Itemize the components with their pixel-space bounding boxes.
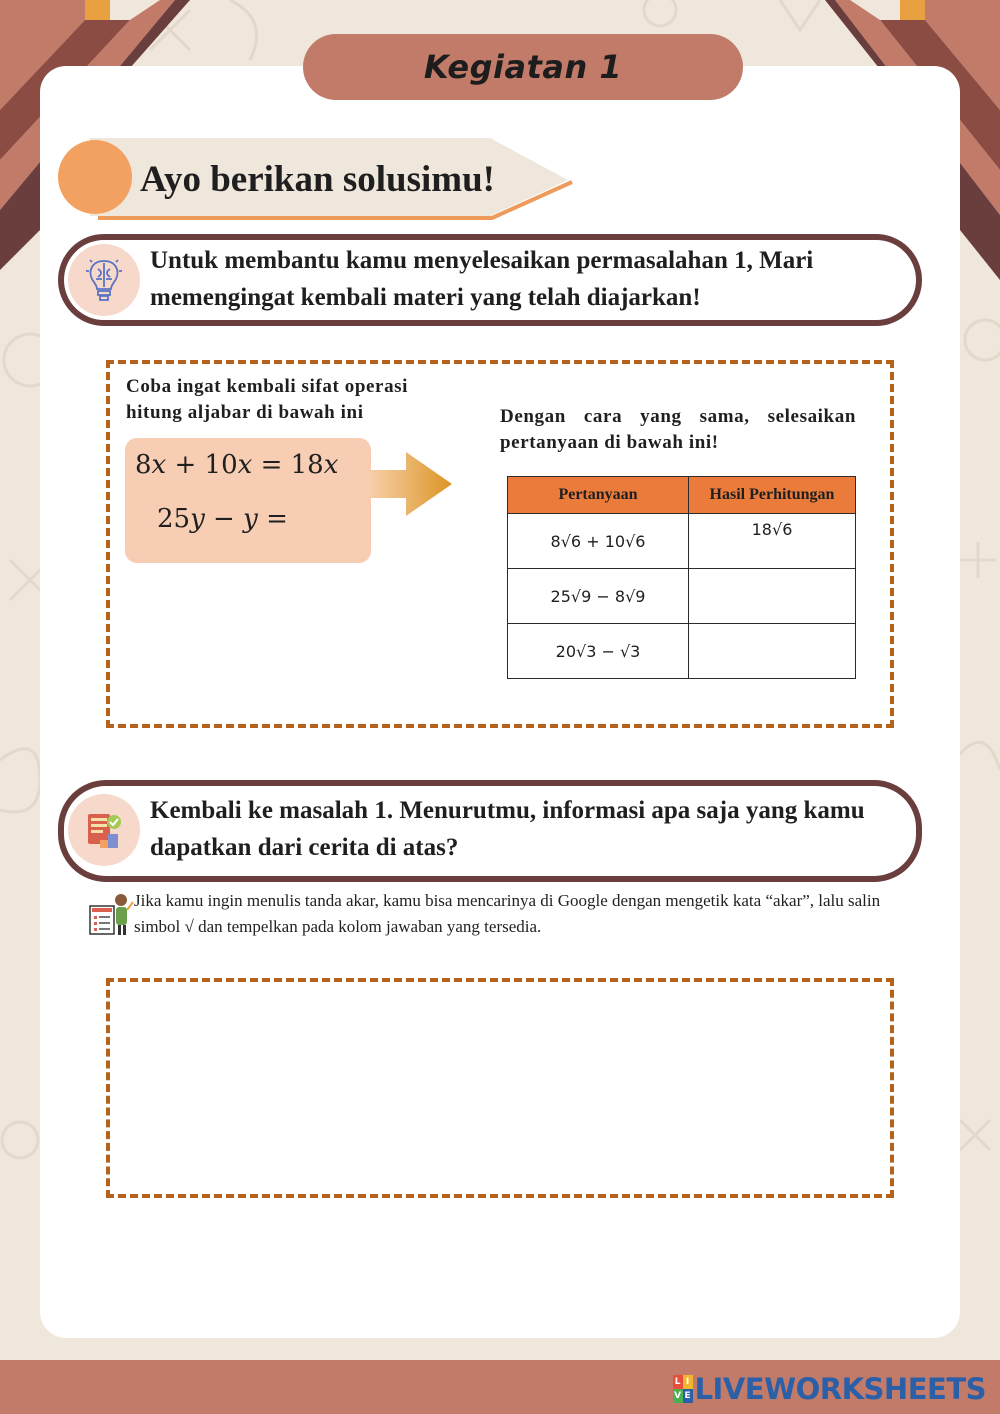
question-cell: 8√6 + 10√6 xyxy=(508,514,689,569)
formula-1: 8x + 10x = 18x xyxy=(135,450,339,480)
liveworksheets-logo xyxy=(673,1372,986,1406)
answer-cell[interactable] xyxy=(689,624,856,679)
exercise-instruction: Dengan cara yang sama, selesaikan pertanyaan di bawah ini! xyxy=(500,406,856,453)
exercise-table xyxy=(507,476,856,679)
table-header-row xyxy=(508,477,856,514)
root-symbol-tip: Jika kamu ingin menulis tanda akar, kamu bisa mencarinya di Google dengan mengetik kata “akar”, lalu salin simbol √ dan tempelkan pada kolom jawaban yang tersedia. xyxy=(134,891,881,936)
activity-title-pill xyxy=(303,34,743,100)
liveworksheets-wordmark: LIVEWORKSHEETS xyxy=(694,1372,986,1406)
banner-circle-decoration xyxy=(58,140,132,214)
brain-bulb-icon xyxy=(68,244,140,316)
table-row xyxy=(508,514,856,569)
recall-instruction: Coba ingat kembali sifat operasi hitung aljabar di bawah ini xyxy=(126,376,409,423)
prompt-2-text: Kembali ke masalah 1. Menurutmu, informasi apa saja yang kamu dapatkan dari cerita di atas? xyxy=(150,797,865,861)
answer-cell[interactable] xyxy=(689,569,856,624)
formula-2: 25y − y = xyxy=(157,504,288,534)
algebra-formula-card xyxy=(125,438,371,563)
banner-heading: Ayo berikan solusimu! xyxy=(140,159,495,200)
liveworksheets-badge: L I V E xyxy=(674,1377,691,1401)
table-row xyxy=(508,624,856,679)
column-header-question: Pertanyaan xyxy=(508,477,689,514)
question-cell: 20√3 − √3 xyxy=(508,624,689,679)
table-row xyxy=(508,569,856,624)
right-arrow-icon xyxy=(370,452,454,516)
prompt-2-pill xyxy=(58,780,922,882)
checklist-board-icon xyxy=(68,794,140,866)
column-header-result: Hasil Perhitungan xyxy=(689,477,856,514)
prompt-1-text: Untuk membantu kamu menyelesaikan permasalahan 1, Mari memengingat kembali materi yang telah diajarkan! xyxy=(150,247,814,311)
activity-title: Kegiatan 1 xyxy=(423,48,623,86)
question-cell: 25√9 − 8√9 xyxy=(508,569,689,624)
answer-area[interactable] xyxy=(106,978,894,1198)
answer-cell[interactable]: 18√6 xyxy=(689,514,856,569)
prompt-1-pill xyxy=(58,234,922,326)
rules-teacher-icon xyxy=(88,892,134,938)
